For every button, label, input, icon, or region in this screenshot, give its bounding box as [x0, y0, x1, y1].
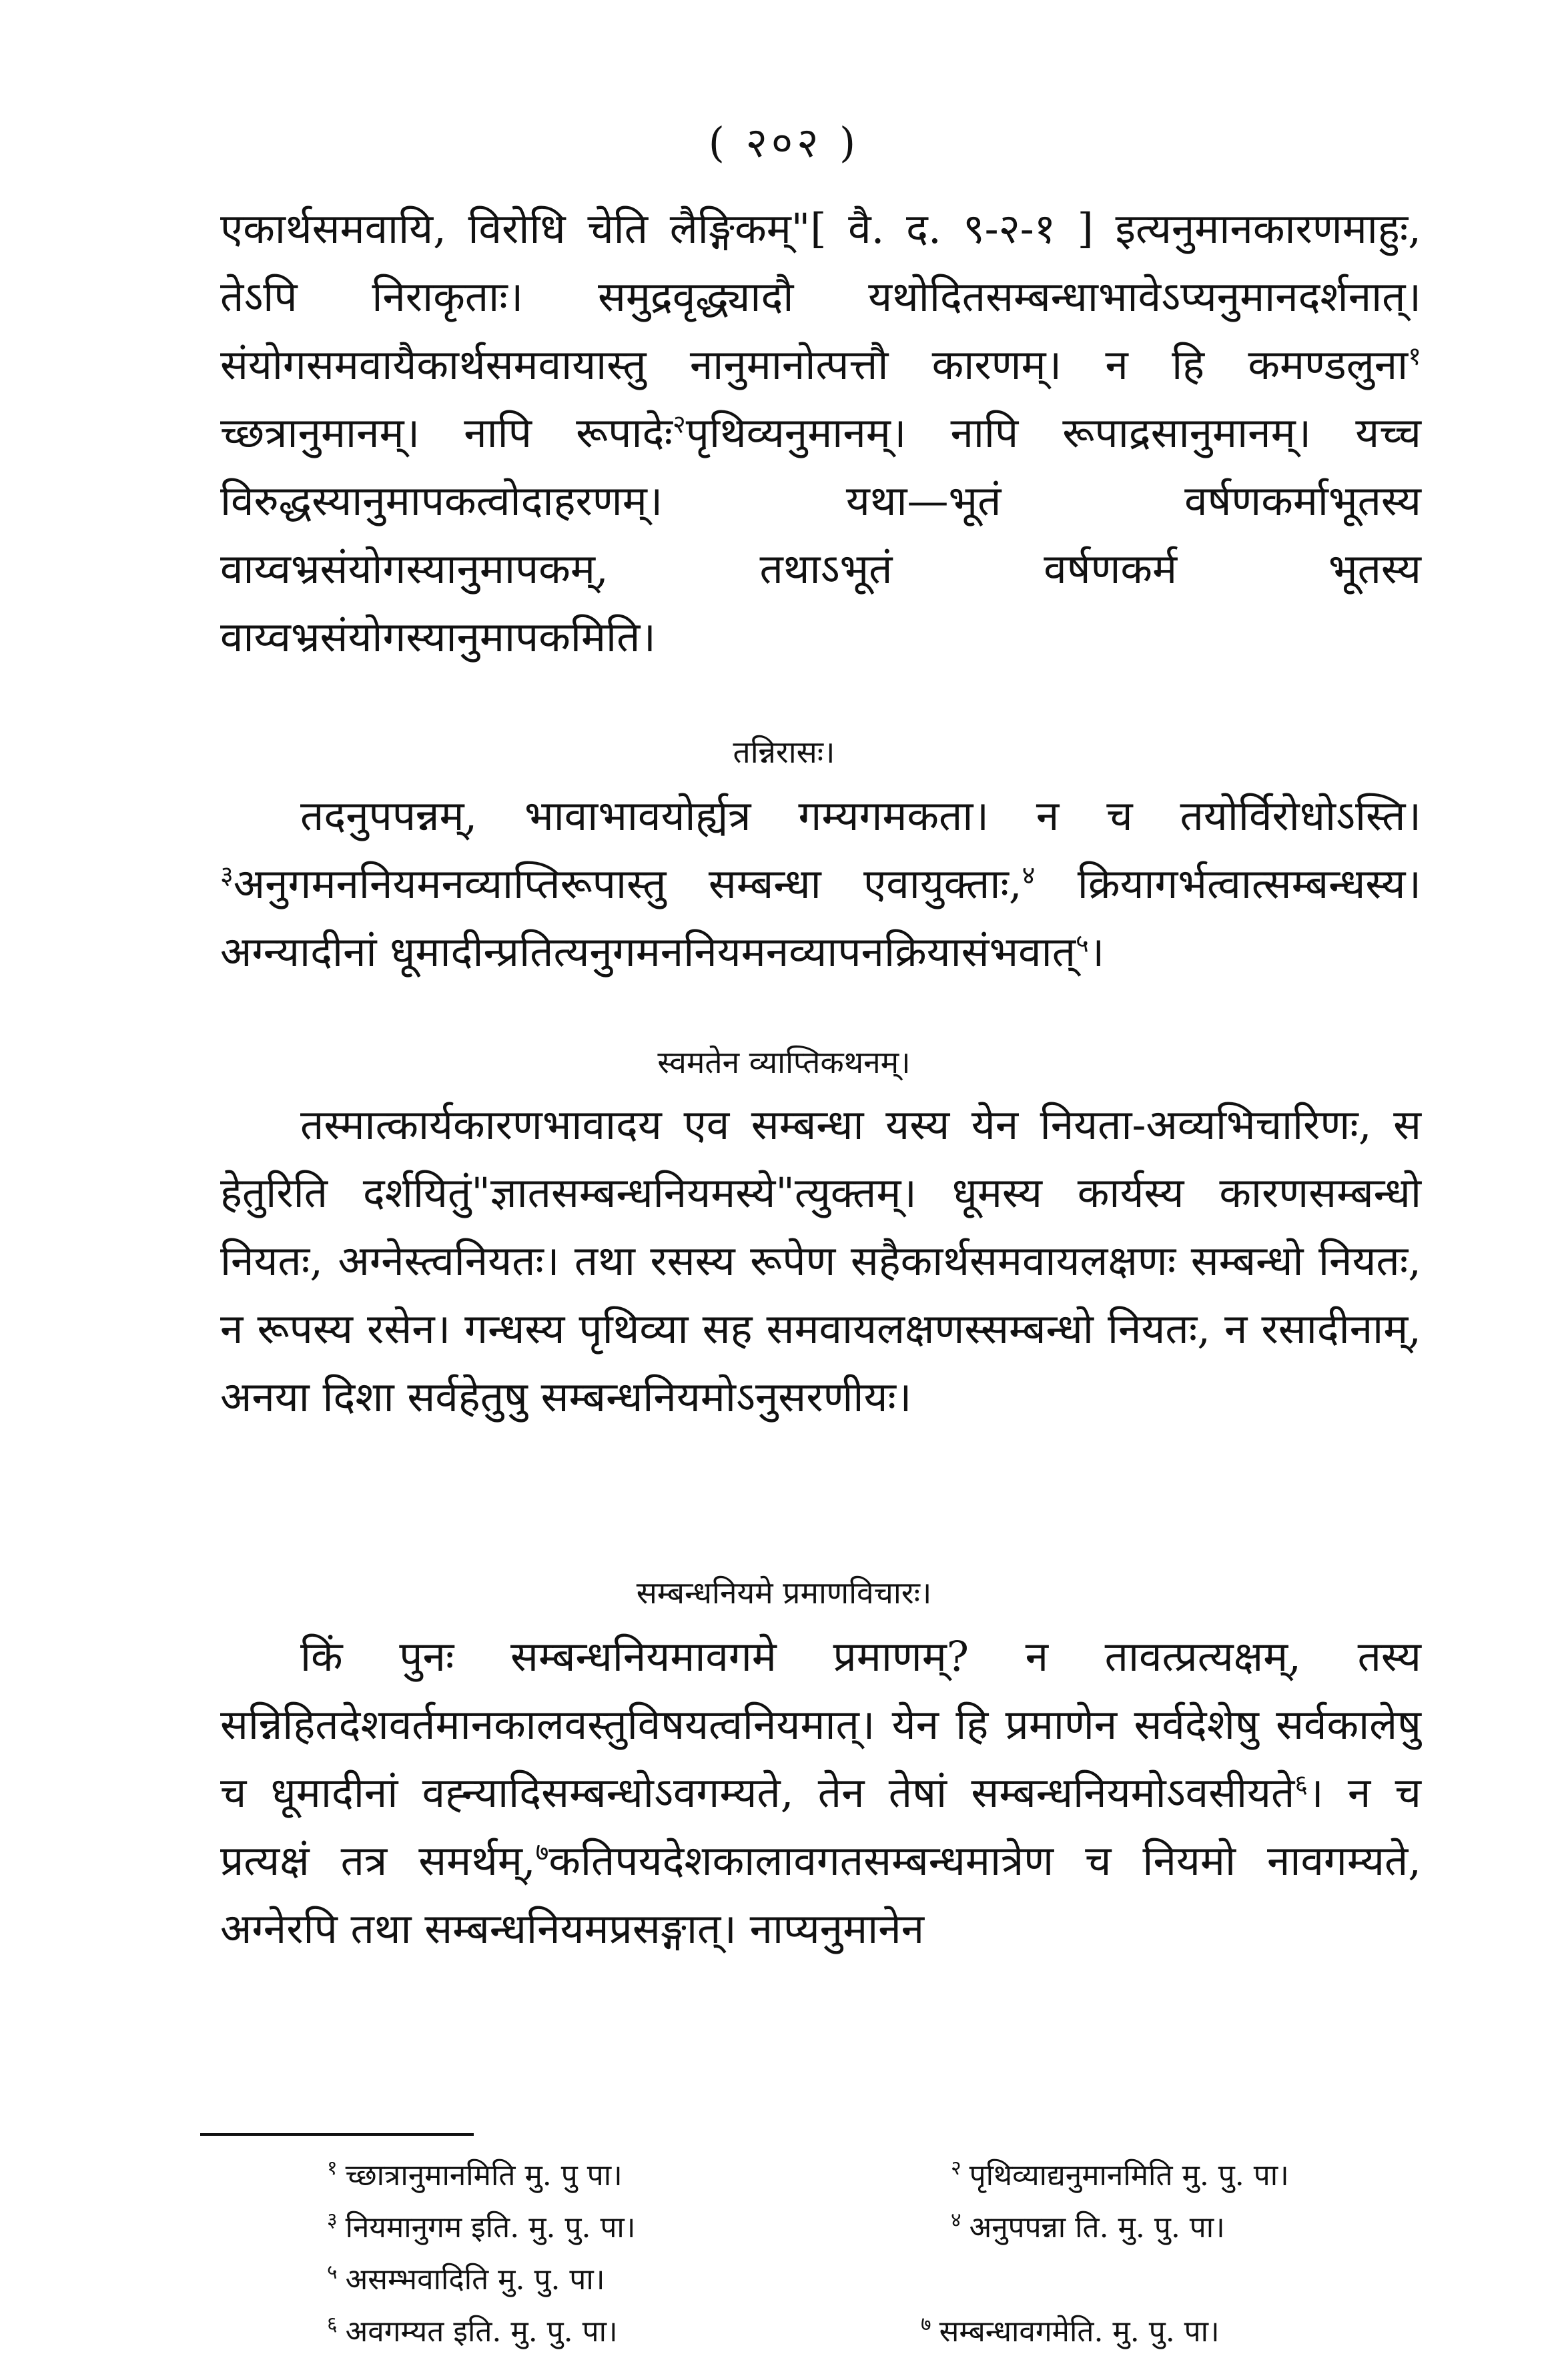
- footnote-text: असम्भवादिति मु. पु. पा।: [345, 2263, 605, 2297]
- footnote-text: अवगम्यत इति. मु. पु. पा।: [345, 2315, 618, 2349]
- footnote-text: अनुपपन्ना ति. मु. पु. पा।: [969, 2211, 1225, 2245]
- footnote-number: ५: [327, 2261, 338, 2285]
- footnote-3: [327, 2202, 636, 2254]
- section-heading-1: तन्निरासः।: [733, 734, 835, 770]
- footnote-mark-1: १: [1408, 341, 1421, 371]
- footnote-number: १: [327, 2156, 338, 2181]
- page-number: ( २०२ ): [708, 118, 860, 167]
- footnote-number: ७: [921, 2313, 931, 2337]
- footnote-text: पृथिव्याद्यनुमानमिति मु. पु. पा।: [969, 2158, 1289, 2193]
- paragraph-4: [220, 1623, 1421, 1963]
- paragraph-2: [220, 782, 1421, 986]
- footnote-divider: [200, 2133, 474, 2136]
- footnote-5: [327, 2254, 605, 2306]
- footnote-text: नियमानुगम इति. मु. पु. पा।: [345, 2211, 636, 2245]
- paragraph-4-text-a: किं पुनः सम्बन्धनियमावगमे प्रमाणम्? न तावत्प्रत्यक्षम्, तस्य सन्निहितदेशवर्तमानकालवस्तुविषयत्वनियमात्। येन हि प्रमाणेन सर्वदेशेषु सर्वकालेषु च धूमादीनां वह्न्यादिसम्बन्धोऽवगम्यते, तेन तेषां सम्बन्धनियमोऽवसीयते: [220, 1632, 1421, 1817]
- paragraph-2-text-b: अनुगमननियमनव्याप्तिरूपास्तु सम्बन्धा एवायुक्ताः,: [233, 859, 1022, 908]
- footnote-text: च्छात्रानुमानमिति मु. पु पा।: [345, 2158, 623, 2193]
- footnote-1: [327, 2150, 623, 2202]
- footnote-mark-7: ७: [535, 1837, 549, 1867]
- footnote-number: ४: [951, 2209, 961, 2233]
- paragraph-4-text-b: । न च प्रत्यक्षं तत्र समर्थम्,: [220, 1768, 1421, 1885]
- footnote-4: [951, 2202, 1225, 2254]
- footnote-mark-5: ५: [1076, 928, 1089, 958]
- footnote-number: २: [951, 2156, 961, 2181]
- paragraph-3: [220, 1091, 1421, 1431]
- footnote-6: [327, 2306, 618, 2358]
- section-heading-3: सम्बन्धनियमे प्रमाणविचारः।: [636, 1575, 932, 1611]
- paragraph-2-text-a: तदनुपपन्नम्, भावाभावयोर्ह्यत्र गम्यगमकता। न च तयोर्विरोधोऽस्ति।: [300, 791, 1421, 840]
- paragraph-1: [220, 195, 1421, 671]
- paragraph-2-text-d: ।: [1088, 927, 1105, 976]
- footnote-mark-3: ३: [220, 860, 234, 890]
- footnote-mark-2: २: [672, 409, 686, 439]
- footnote-text: सम्बन्धावगमेति. मु. पु. पा।: [939, 2315, 1220, 2349]
- paragraph-1-text-c: पृथिव्यनुमानम्। नापि रूपाद्रसानुमानम्। यच्च विरुद्धस्यानुमापकत्वोदाहरणम्। यथा—भूतं वर्षणकर्माभूतस्य वाय्वभ्रसंयोगस्यानुमापकम्, तथाऽभूतं वर्षणकर्म भूतस्य वाय्वभ्रसंयोगस्यानुमापकमिति।: [220, 408, 1421, 661]
- paragraph-4-text-c: कतिपयदेशकालावगतसम्बन्धमात्रेण च नियमो नावगम्यते, अग्नेरपि तथा सम्बन्धनियमप्रसङ्गात्। नाप्यनुमानेन: [220, 1836, 1421, 1953]
- paragraph-3-text: तस्मात्कार्यकारणभावादय एव सम्बन्धा यस्य येन नियता-अव्यभिचारिणः, स हेतुरिति दर्शयितुं"ज्ञातसम्बन्धनियमस्ये"त्युक्तम्। धूमस्य कार्यस्य कारणसम्बन्धो नियतः, अग्नेस्त्वनियतः। तथा रसस्य रूपेण सहैकार्थसमवायलक्षणः सम्बन्धो नियतः, न रूपस्य रसेन। गन्धस्य पृथिव्या सह समवायलक्षणस्सम्बन्धो नियतः, न रसादीनाम्, अनया दिशा सर्वहेतुषु सम्बन्धनियमोऽनुसरणीयः।: [220, 1100, 1421, 1421]
- footnote-number: ३: [327, 2209, 338, 2233]
- footnote-number: ६: [327, 2313, 338, 2337]
- paragraph-1-text-a: एकार्थसमवायि, विरोधि चेति लैङ्गिकम्"[ वै. द. ९-२-१ ] इत्यनुमानकारणमाहुः, तेऽपि निराकृताः। समुद्रवृद्ध्यादौ यथोदितसम्बन्धाभावेऽप्यनुमानदर्शनात्। संयोगसमवायैकार्थसमवायास्तु नानुमानोत्पत्तौ कारणम्। न हि कमण्डलुना: [220, 204, 1421, 389]
- footnote-7: [921, 2306, 1220, 2358]
- footnote-mark-6: ६: [1294, 1769, 1308, 1799]
- section-heading-2: स्वमतेन व्याप्तिकथनम्।: [657, 1044, 911, 1080]
- footnote-2: [951, 2150, 1289, 2202]
- footnote-mark-4: ४: [1022, 860, 1036, 890]
- paragraph-2-text-c: क्रियागर्भत्वात्सम्बन्धस्य। अग्न्यादीनां धूमादीन्प्रतित्यनुगमननियमनव्यापनक्रियासंभवात्: [220, 859, 1421, 976]
- paragraph-1-text-b: च्छत्रानुमानम्। नापि रूपादेः: [220, 408, 673, 457]
